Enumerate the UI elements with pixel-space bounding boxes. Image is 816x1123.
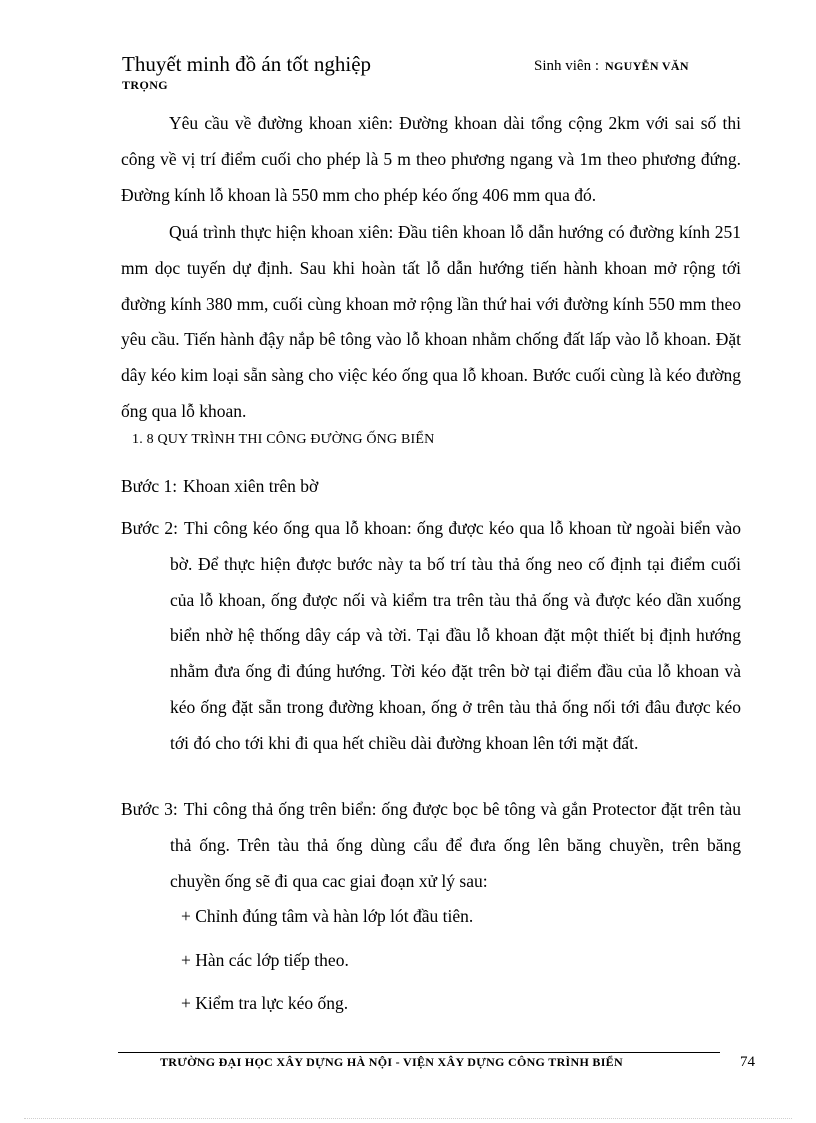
step-2 — [121, 511, 741, 762]
step-text: Thi công thả ống trên biển: ống được bọc bê tông và gắn Protector đặt trên tàu thả ống. Trên tàu thả ống dùng cẩu để đưa ống lên băng chuyền, trên băng chuyền ống sẽ đi qua cac giai đoạn xử lý sau: — [170, 799, 741, 891]
paragraph-requirements: Yêu cầu về đường khoan xiên: Đường khoan dài tổng cộng 2km với sai số thi công về vị trí điểm cuối cho phép là 5 m theo phương ngang và 1m theo phương đứng. Đường kính lỗ khoan là 550 mm cho phép kéo ống 406 mm qua đó. — [121, 113, 741, 205]
step-1 — [121, 469, 741, 505]
page-edge-divider — [24, 1118, 792, 1119]
step-3 — [121, 792, 741, 899]
section-heading: 1. 8 QUY TRÌNH THI CÔNG ĐƯỜNG ỐNG BIỂN — [132, 432, 435, 447]
footer-text: TRƯỜNG ĐẠI HỌC XÂY DỰNG HÀ NỘI - VIỆN XÂY DỰNG CÔNG TRÌNH BIỂN — [160, 1055, 623, 1069]
student-info — [534, 58, 689, 75]
list-item: + Hàn các lớp tiếp theo. — [181, 950, 349, 970]
list-item: + Kiểm tra lực kéo ống. — [181, 993, 349, 1013]
step-text: Khoan xiên trên bờ — [183, 476, 319, 496]
document-title: Thuyết minh đồ án tốt nghiệp — [122, 52, 372, 76]
step-label: Bước 3: — [121, 799, 178, 819]
step-label: Bước 1: — [121, 476, 178, 496]
step-label: Bước 2: — [121, 518, 179, 538]
student-name: NGUYỄN VĂN — [605, 59, 689, 73]
footer-rule — [118, 1052, 720, 1053]
list-item: + Chỉnh đúng tâm và hàn lớp lót đầu tiên. — [181, 906, 474, 926]
page-header — [122, 52, 722, 96]
paragraph-process: Quá trình thực hiện khoan xiên: Đầu tiên khoan lỗ dẫn hướng có đường kính 251 mm dọc tuyến dự định. Sau khi hoàn tất lỗ dẫn hướng tiến hành khoan mở rộng tới đường kính 380 mm, cuối cùng khoan mở rộng lần thứ hai với đường kính 550 mm theo yêu cầu. Tiến hành đậy nắp bê tông vào lỗ khoan nhằm chống đất lấp vào lỗ khoan. Đặt dây kéo kim loại sẵn sàng cho việc kéo ống qua lỗ khoan. Bước cuối cùng là kéo đường ống qua lỗ khoan. — [121, 222, 741, 421]
student-name-continued: TRỌNG — [122, 78, 169, 92]
student-label: Sinh viên : — [534, 58, 600, 74]
page-number: 74 — [740, 1054, 755, 1070]
step-text: Thi công kéo ống qua lỗ khoan: ống được kéo qua lỗ khoan từ ngoài biển vào bờ. Để thực hiện được bước này ta bố trí tàu thả ống neo cố định tại điểm cuối của lỗ khoan, ống được nối và kiểm tra trên tàu thả ống và được kéo dần xuống biển nhờ hệ thống dây cáp và tời. Tại đầu lỗ khoan đặt một thiết bị định hướng nhằm đưa ống đi đúng hướng. Tời kéo đặt trên bờ tại điểm đầu của lỗ khoan và kéo ống đặt sẵn trong đường khoan, ống ở trên tàu thả ống nối tới đâu được kéo tới đó cho tới khi đi qua hết chiều dài đường khoan lên tới mặt đất. — [170, 518, 741, 753]
